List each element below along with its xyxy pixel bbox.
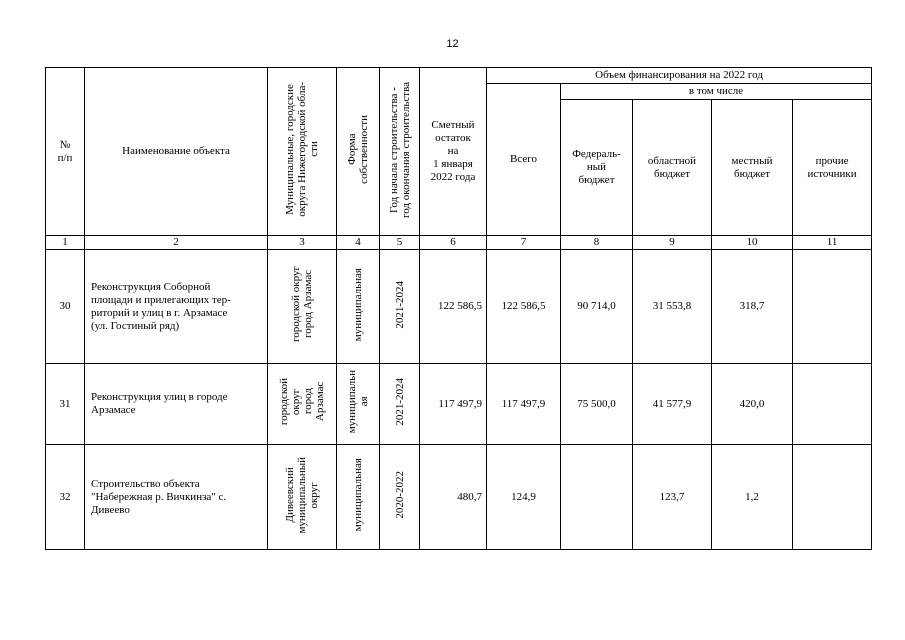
row-other <box>793 445 872 550</box>
column-number: 5 <box>380 236 420 250</box>
row-local: 318,7 <box>712 250 793 364</box>
row-regional: 41 577,9 <box>633 364 712 445</box>
row-ownership-text: муниципальн ая <box>346 370 370 434</box>
header-name: Наименование объекта <box>85 68 268 236</box>
row-regional: 31 553,8 <box>633 250 712 364</box>
header-remainder: Сметный остаток на 1 января 2022 года <box>420 68 487 236</box>
header-num: № п/п <box>46 68 85 236</box>
row-years <box>380 250 420 364</box>
header-years-text: Год начала строительства - год окончания строительства <box>387 81 412 218</box>
row-regional: 123,7 <box>633 445 712 550</box>
row-municipal-text: городской округ город Арзамас <box>278 378 326 426</box>
row-num: 30 <box>46 250 85 364</box>
header-federal: Федераль- ный бюджет <box>561 100 633 236</box>
row-ownership-text: муниципальная <box>352 267 364 342</box>
row-remainder: 480,7 <box>420 445 487 550</box>
table-row <box>46 445 872 550</box>
column-number: 9 <box>633 236 712 250</box>
row-years-text: 2021-2024 <box>393 280 406 329</box>
header-ownership-text: Форма собственности <box>346 115 370 184</box>
row-federal: 90 714,0 <box>561 250 633 364</box>
column-number: 1 <box>46 236 85 250</box>
row-total: 124,9 <box>487 445 561 550</box>
row-ownership <box>337 250 380 364</box>
column-number: 10 <box>712 236 793 250</box>
header-including: в том числе <box>561 84 872 100</box>
row-remainder: 122 586,5 <box>420 250 487 364</box>
table-row <box>46 250 872 364</box>
row-total: 117 497,9 <box>487 364 561 445</box>
row-other <box>793 364 872 445</box>
column-number: 2 <box>85 236 268 250</box>
row-municipal <box>268 250 337 364</box>
row-municipal <box>268 364 337 445</box>
row-remainder: 117 497,9 <box>420 364 487 445</box>
row-federal <box>561 445 633 550</box>
table-row <box>46 364 872 445</box>
row-num: 32 <box>46 445 85 550</box>
financing-table <box>45 67 872 550</box>
row-years-text: 2021-2024 <box>393 378 406 426</box>
row-municipal-text: Дивеевский муниципальный округ <box>284 456 320 534</box>
header-municipal-text: Муниципальные, городские округа Нижегородской обла- сти <box>284 82 320 217</box>
row-municipal-text: городской округ город Арзамас <box>290 266 314 343</box>
row-years-text: 2020-2022 <box>393 471 406 519</box>
page-number: 12 <box>446 38 459 50</box>
column-number: 4 <box>337 236 380 250</box>
row-name: Реконструкция Соборной площади и прилегающих тер- риторий и улиц в г. Арзамасе (ул. Гостиный ряд) <box>85 250 268 364</box>
row-other <box>793 250 872 364</box>
column-number: 8 <box>561 236 633 250</box>
header-regional: областной бюджет <box>633 100 712 236</box>
column-number: 6 <box>420 236 487 250</box>
row-total: 122 586,5 <box>487 250 561 364</box>
row-ownership-text: муниципальная <box>352 458 364 532</box>
row-years <box>380 445 420 550</box>
row-years <box>380 364 420 445</box>
header-years <box>380 68 420 236</box>
header-local: местный бюджет <box>712 100 793 236</box>
row-ownership <box>337 364 380 445</box>
row-municipal <box>268 445 337 550</box>
column-number-row <box>46 236 872 250</box>
column-number: 11 <box>793 236 872 250</box>
row-federal: 75 500,0 <box>561 364 633 445</box>
column-number: 7 <box>487 236 561 250</box>
header-financing: Объем финансирования на 2022 год <box>487 68 872 84</box>
header-ownership <box>337 68 380 236</box>
row-name: Реконструкция улиц в городе Арзамасе <box>85 364 268 445</box>
row-num: 31 <box>46 364 85 445</box>
row-name: Строительство объекта "Набережная р. Вичкинза" с. Дивеево <box>85 445 268 550</box>
header-other: прочие источники <box>793 100 872 236</box>
row-local: 420,0 <box>712 364 793 445</box>
column-number: 3 <box>268 236 337 250</box>
row-ownership <box>337 445 380 550</box>
header-municipal <box>268 68 337 236</box>
row-local: 1,2 <box>712 445 793 550</box>
header-total: Всего <box>487 84 561 236</box>
header-row-1 <box>46 68 872 84</box>
